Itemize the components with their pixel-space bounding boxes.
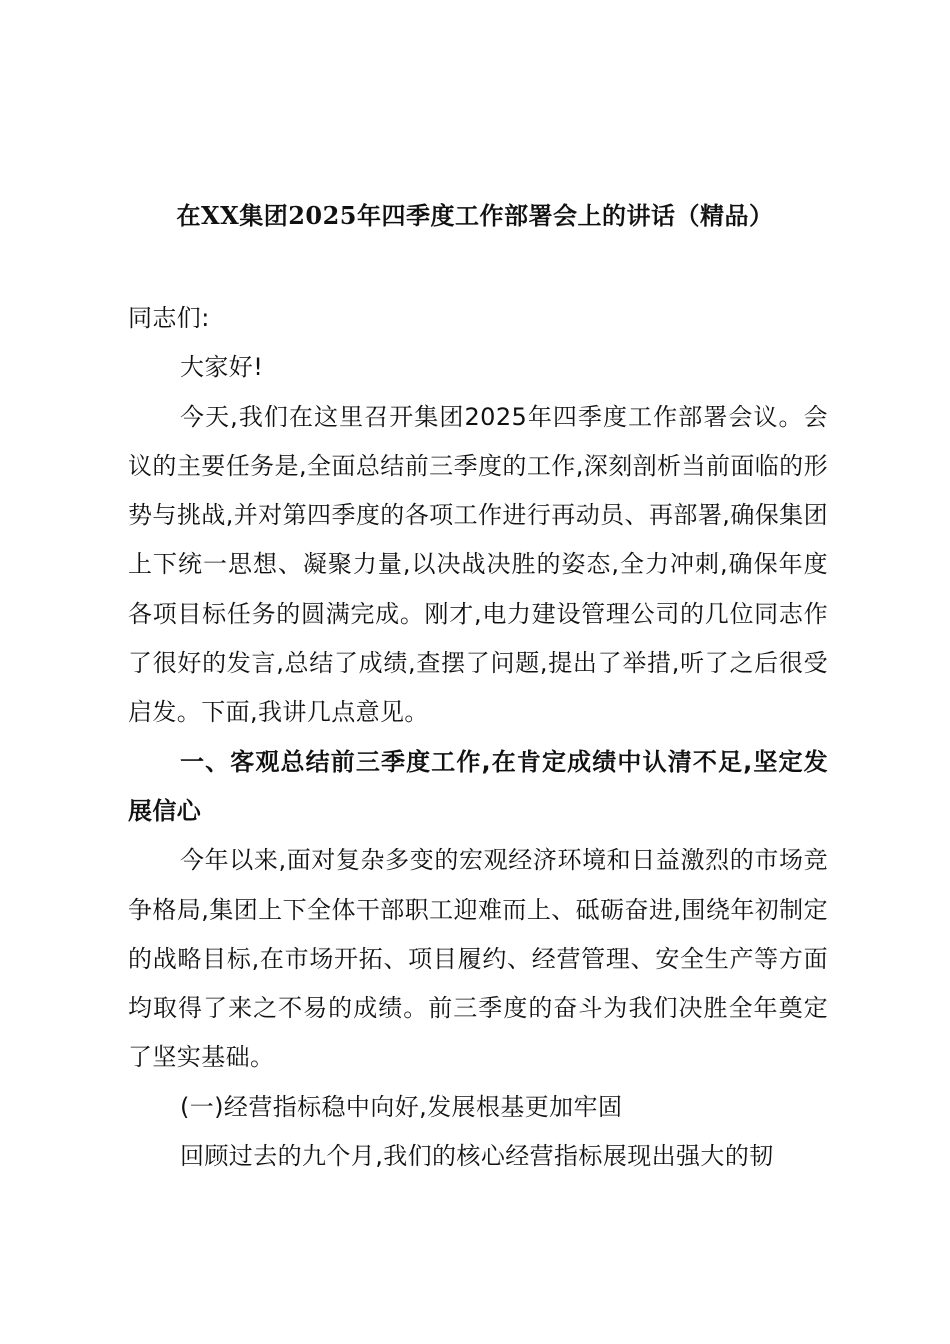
subsection-heading: (一)经营指标稳中向好,发展根基更加牢固 bbox=[180, 1092, 623, 1121]
document-title: 在XX集团2025年四季度工作部署会上的讲话（精品） bbox=[176, 201, 774, 230]
opening-paragraph: 今天,我们在这里召开集团2025年四季度工作部署会议。会议的主要任务是,全面总结前三季度的工作,深刻剖析当前面临的形势与挑战,并对第四季度的各项工作进行再动员、再部署,确保集团上下统一思想、凝聚力量,以决战决胜的姿态,全力冲刺,确保年度各项目标任务的圆满完成。刚才,电力建设管理公司的几位同志作了很好的发言,总结了成绩,查摆了问题,提出了举措,听了之后很受启发。下面,我讲几点意见。 bbox=[128, 402, 828, 727]
document-body bbox=[128, 294, 828, 1181]
salutation: 同志们: bbox=[128, 304, 210, 332]
subsection-paragraph: 回顾过去的九个月,我们的核心经营指标展现出强大的韧 bbox=[180, 1142, 774, 1171]
greeting: 大家好! bbox=[180, 353, 264, 382]
section-paragraph: 今年以来,面对复杂多变的宏观经济环境和日益激烈的市场竞争格局,集团上下全体干部职工迎难而上、砥砺奋进,围绕年初制定的战略目标,在市场开拓、项目履约、经营管理、安全生产等方面均取得了来之不易的成绩。前三季度的奋斗为我们决胜全年奠定了坚实基础。 bbox=[128, 846, 828, 1072]
section-heading: 一、客观总结前三季度工作,在肯定成绩中认清不足,坚定发展信心 bbox=[128, 747, 828, 825]
